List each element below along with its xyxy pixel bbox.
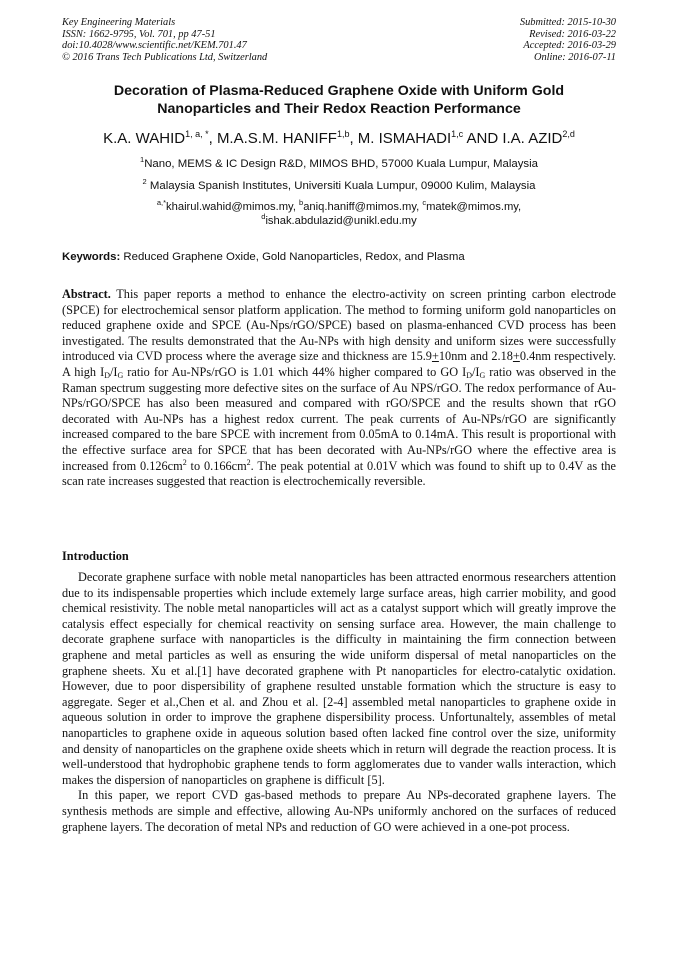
author-affil-mark: 2,d: [562, 129, 575, 139]
subscript: D: [466, 370, 472, 380]
author-affil-mark: 1, a, *: [185, 129, 209, 139]
author-affil-mark: 1,b: [336, 129, 350, 139]
email-address[interactable]: aniq.haniff@mimos.my,: [303, 201, 423, 213]
affiliation-text: Malaysia Spanish Institutes, Universiti Kuala Lumpur, 09000 Kulim, Malaysia: [146, 180, 536, 192]
abstract-text: to 0.166cm: [186, 458, 247, 473]
abstract-text: This paper reports a method to enhance the electro-activity on screen printing carbon electrode (SPCE) for electrochemical sensor platform application. The method to forming uniform gold nanoparticles on reduced graphene oxide and SPCE (Au-Nps/rGO/SPCE) based on plasma-enhanced CVD process has been investigated. The results demonstrated that the Au-NPs with high density and uniform sizes were successfully introduced via CVD process where the average size and thickness are 15.9: [62, 287, 616, 364]
paragraph: In this paper, we report CVD gas-based methods to prepare Au NPs-decorated graphene layers. The synthesis methods are simple and effective, allowing Au-NPs uniformly anchored on the surfaces of reduced graphene layers. The decoration of metal NPs and reduction of GO were achieved in a one-pot process.: [62, 788, 616, 834]
title-line-2: Nanoparticles and Their Redox Reaction Performance: [157, 101, 521, 117]
date-online: Online: 2016-07-11: [533, 51, 616, 63]
journal-name: Key Engineering Materials: [62, 17, 176, 28]
email-mark: d: [261, 211, 266, 221]
email-line-1: [62, 198, 616, 215]
subscript: G: [479, 370, 486, 380]
journal-issn: ISSN: 1662-9795, Vol. 701, pp 47-51: [62, 28, 216, 40]
journal-info: [62, 17, 267, 63]
email-mark: c: [422, 198, 427, 207]
keywords: [62, 250, 616, 264]
paragraph: Decorate graphene surface with noble metal nanoparticles has been attracted enormous researchers attention due to its indispensable properties which include extemely large surface areas, high carrier mobility, and good chemical resistivity. The noble metal nanoparticles will act as a catalyst support which will greatly improve the catalysis effect especially for chemical reactivity on sensing surface area. However, the main challenge to decorate graphene surface with nanoparticles is the difficulty in maintaining the firm connection between graphene and metal particles as well as ensuring the wide uniform dispersal of metal nanoparticles on the graphene sheets. Xu et al.[1] have decorated graphene with Pt nanoparticles for electro-catalytic oxidation. However, due to poor dispersibility of graphene resulted unstable formation which the structure is easy to aggregate. Seger et al.,Chen et al. and Zhou et al. [2-4] assembled metal nanoparticles to graphene oxide in aqueous solution in order to improve the graphene dispersibility process. Unfortunaltely, assembles of metal nanoparticles to graphene oxide in aqueous solution based often lacked fine control over the size, uniformity and density of nanoparticles on the graphene oxide sheets which in return will degrade the reaction process. It is well-understood that hydrophobic graphene tends to form agglomerates due to vander walls interaction, which makes the dispersion of nanoparticles on graphene is difficult [5].: [62, 570, 616, 787]
journal-copyright: © 2016 Trans Tech Publications Ltd, Switzerland: [62, 51, 268, 63]
date-submitted: Submitted: 2015-10-30: [519, 17, 616, 28]
abstract: [62, 287, 616, 490]
section-heading: Introduction: [62, 549, 129, 563]
author-name: M.A.S.M. HANIFF: [216, 130, 337, 147]
abstract-text: /I: [471, 364, 480, 379]
affiliation-text: Nano, MEMS & IC Design R&D, MIMOS BHD, 57000 Kuala Lumpur, Malaysia: [144, 158, 538, 170]
abstract-text: ratio was observed in the Raman spectrum suggesting more defective sites on the surface of Au NPS/rGO. The redox performance of Au-NPs/rGO/SPCE has also been measured and compared with rGO/SPCE and the results shown that rGO decorated with Au-NPs has a highest redox current. The peak currents of Au-NPs/rGO are significantly increased compared to the bare SPCE with increment from 0.05mA to 0.14mA. This result is proportional with the effective surface area for SPCE that has been decorated with Au-NPs/rGO where the effective area is increased from 0.126cm: [62, 364, 616, 473]
abstract-text: . The peak potential at 0.01V which was found to shift up to 0.4V as the scan rate increases suggested that reaction is electrochemically reversible.: [62, 458, 617, 489]
author-separator: ,: [208, 130, 217, 147]
email-mark: b: [299, 198, 304, 207]
abstract-text: /I: [109, 364, 118, 379]
abstract-text: ratio for Au-NPs/rGO is 1.01 which 44% higher compared to GO I: [123, 364, 467, 379]
author-affil-mark: 1,c: [451, 129, 464, 139]
affiliation-mark: 2: [142, 177, 147, 186]
abstract-text: 10nm and 2.18: [438, 349, 513, 364]
journal-doi: doi:10.4028/www.scientific.net/KEM.701.47: [62, 40, 247, 52]
date-accepted: Accepted: 2016-03-29: [523, 40, 616, 52]
author-name: K.A. WAHID: [103, 130, 186, 147]
author-name: M. ISMAHADI: [357, 130, 452, 147]
superscript: 2: [182, 457, 187, 467]
plus-minus-symbol: +: [431, 349, 439, 364]
affiliation-1: [62, 157, 616, 171]
title-line-1: Decoration of Plasma-Reduced Graphene Oxide with Uniform Gold: [113, 83, 565, 99]
affiliation-mark: 1: [140, 155, 145, 164]
subscript: G: [117, 370, 124, 380]
date-revised: Revised: 2016-03-22: [529, 28, 616, 40]
keywords-label: Keywords:: [62, 251, 121, 263]
affiliation-2: [62, 179, 616, 193]
email-line-2: [62, 211, 616, 229]
publication-dates: [520, 17, 616, 63]
author-emails: [62, 198, 616, 228]
email-address[interactable]: matek@mimos.my,: [426, 201, 522, 213]
superscript: 2: [246, 457, 251, 467]
abstract-label: Abstract.: [62, 287, 111, 301]
keywords-text: Reduced Graphene Oxide, Gold Nanoparticles, Redox, and Plasma: [120, 251, 465, 263]
author-list: [40, 130, 638, 148]
subscript: D: [104, 370, 110, 380]
email-address[interactable]: ishak.abdulazid@unikl.edu.my: [265, 214, 417, 227]
email-mark: a,*: [156, 198, 167, 207]
author-name: I.A. AZID: [502, 130, 563, 147]
author-and: AND: [463, 130, 503, 147]
plus-minus-symbol: +: [512, 349, 520, 364]
introduction-body: [62, 570, 616, 835]
email-address[interactable]: khairul.wahid@mimos.my,: [166, 201, 300, 213]
author-separator: ,: [349, 130, 358, 147]
paper-title: [62, 82, 616, 118]
abstract-text: 0.4nm respectively. A high I: [62, 349, 616, 379]
